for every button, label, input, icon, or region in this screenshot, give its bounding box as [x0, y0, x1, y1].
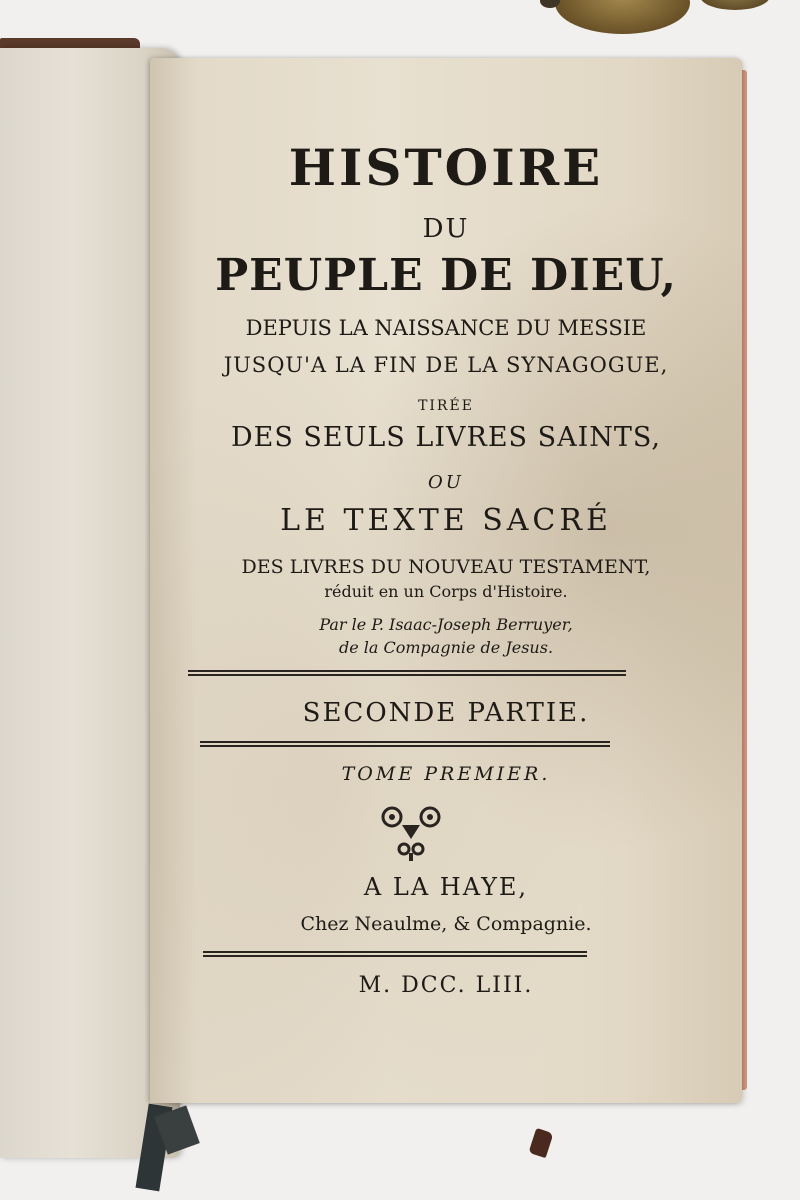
part-heading: SECONDE PARTIE. [302, 698, 590, 728]
debris-fragment [528, 1128, 553, 1158]
subtitle-line: OU [428, 472, 464, 493]
title-line-histoire: HISTOIRE [288, 138, 604, 197]
title-line-du: DU [422, 214, 470, 244]
subtitle-line: LE TEXTE SACRÉ [280, 503, 612, 538]
author-line: Par le P. Isaac-Joseph Berruyer, [319, 615, 573, 634]
subtitle-line: TIRÉE [418, 398, 474, 414]
double-rule-divider [188, 670, 626, 676]
author-line: de la Compagnie de Jesus. [338, 638, 554, 657]
subtitle-line: réduit en un Corps d'Histoire. [324, 582, 568, 601]
imprint-date: M. DCC. LIII. [358, 973, 534, 998]
title-line-peuple: PEUPLE DE DIEU, [215, 250, 677, 301]
double-rule-divider [200, 741, 610, 747]
background-object [700, 0, 770, 10]
volume-heading: TOME PREMIER. [341, 763, 551, 785]
printers-ornament-icon [376, 803, 446, 863]
title-page [150, 58, 742, 1103]
imprint-publisher: Chez Neaulme, & Compagnie. [300, 913, 592, 935]
double-rule-divider [203, 951, 587, 957]
imprint-place: A LA HAYE, [363, 873, 529, 901]
subtitle-line: DEPUIS LA NAISSANCE DU MESSIE [245, 316, 647, 340]
subtitle-line: DES SEULS LIVRES SAINTS, [230, 422, 662, 453]
subtitle-line: JUSQU'A LA FIN DE LA SYNAGOGUE, [223, 353, 669, 377]
background-object [555, 0, 690, 34]
subtitle-line: DES LIVRES DU NOUVEAU TESTAMENT, [241, 556, 651, 578]
